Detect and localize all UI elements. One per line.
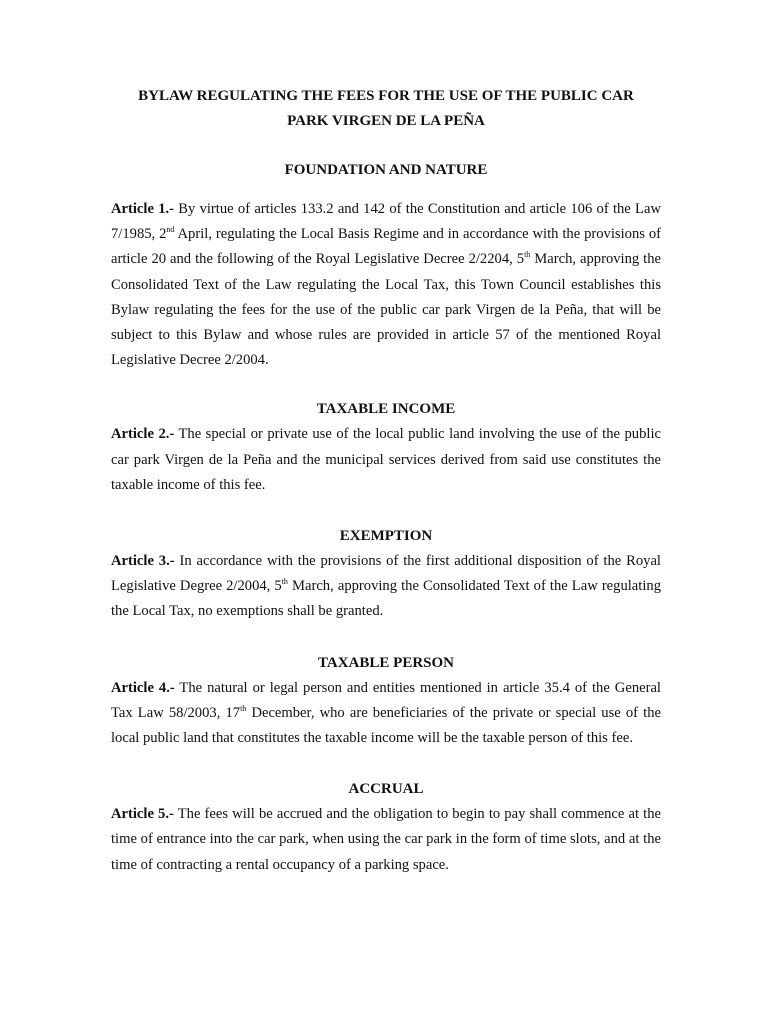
article-3-text-a: In accordance with the provisions of the first additional disposition of the Royal Legislative Degree 2/2004, 5 (111, 553, 661, 595)
article-1-text-c: March, approving the Consolidated Text of the Law regulating the Local Tax, this Town Council establishes this Bylaw regulating the fees for the use of the public car park Virgen de la Peña, that will be subject to this Bylaw and whose rules are provided in article 57 of the mentioned Royal Legislative Decree 2/2004. (111, 251, 662, 369)
article-5-paragraph (111, 802, 661, 878)
article-1-label: Article 1.- (111, 201, 175, 217)
section-heading-foundation: FOUNDATION AND NATURE (284, 162, 488, 178)
section-heading-exemption: EXEMPTION (339, 528, 433, 545)
article-1-paragraph (111, 197, 661, 373)
document-title-line-1: BYLAW REGULATING THE FEES FOR THE USE OF THE PUBLIC CAR (138, 88, 634, 104)
article-1-sup-b: th (524, 250, 531, 260)
article-4-text-a: The natural or legal person and entities mentioned in article 35.4 of the General Tax Law 58/2003, 17 (111, 679, 661, 721)
article-1-sup-a: nd (166, 225, 175, 235)
article-4-text-b: December, who are beneficiaries of the private or special use of the local public land that constitutes the taxable income will be the taxable person of this fee. (111, 704, 661, 747)
article-4-label: Article 4.- (111, 679, 175, 696)
section-heading-taxable-income: TAXABLE INCOME (316, 401, 456, 418)
document-title (111, 84, 661, 134)
article-2-label: Article 2.- (111, 426, 175, 443)
article-3-text-b: March, approving the Consolidated Text of the Law regulating the Local Tax, no exemptions shall be granted. (111, 578, 661, 620)
article-5-label: Article 5.- (111, 806, 174, 823)
article-2-paragraph (111, 422, 661, 498)
document-title-line-2: PARK VIRGEN DE LA PEÑA (287, 113, 485, 129)
article-4-paragraph (111, 676, 661, 752)
section-heading-taxable-person: TAXABLE PERSON (318, 654, 454, 671)
article-1-text-b: April, regulating the Local Basis Regime and in accordance with the provisions of article 20 and the following of the Royal Legislative Decree 2/2204, 5 (111, 226, 661, 268)
article-3-paragraph (111, 549, 661, 625)
document-page (111, 84, 661, 878)
article-4-sup-a: th (240, 703, 247, 713)
article-3-label: Article 3.- (111, 553, 175, 570)
article-5-text: The fees will be accrued and the obligation to begin to pay shall commence at the time of entrance into the car park, when using the car park in the form of time slots, and at the time of contracting a rental occupancy of a parking space. (111, 806, 661, 873)
section-heading-accrual: ACCRUAL (348, 781, 424, 798)
article-2-text: The special or private use of the local public land involving the use of the public car park Virgen de la Peña and the municipal services derived from said use constitutes the taxable income of this fee. (111, 426, 661, 493)
article-3-sup-a: th (281, 577, 288, 587)
article-1-text-a: By virtue of articles 133.2 and 142 of the Constitution and article 106 of the Law 7/1985, 2 (111, 201, 661, 243)
